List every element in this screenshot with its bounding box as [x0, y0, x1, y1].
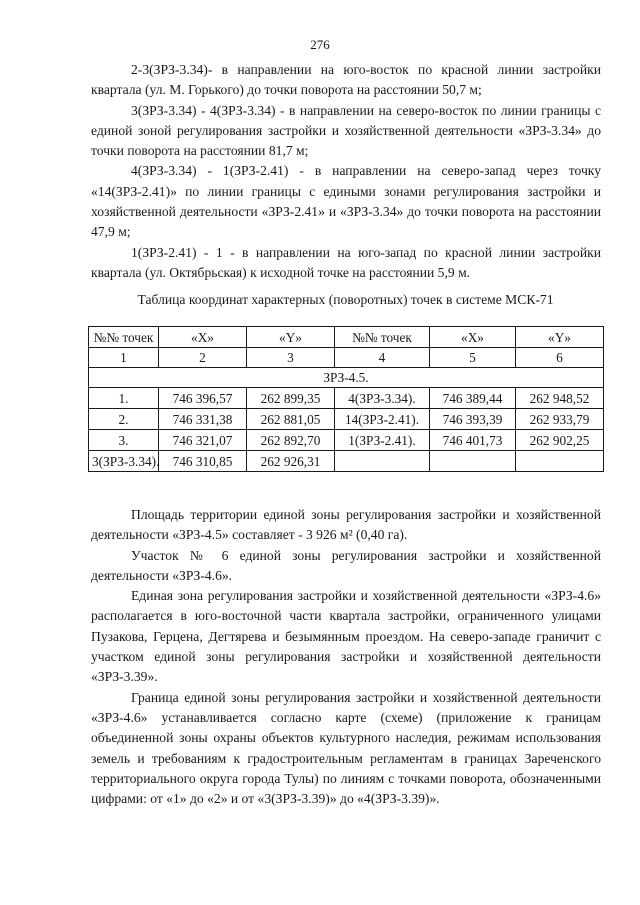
column-number: 4: [335, 348, 430, 368]
table-cell: 262 933,79: [516, 409, 604, 430]
paragraph: Площадь территории единой зоны регулирования застройки и хозяйственной деятельности «ЗРЗ-4.5» составляет - 3 926 м² (0,40 га).: [91, 507, 601, 543]
table-cell: 746 389,44: [430, 388, 516, 409]
table-cell: 262 902,25: [516, 430, 604, 451]
paragraph: Участок № 6 единой зоны регулирования застройки и хозяйственной деятельности «ЗРЗ-4.6».: [91, 547, 601, 583]
paragraph: Граница единой зоны регулирования застройки и хозяйственной деятельности «ЗРЗ-4.6» устанавливается согласно карте (схеме) (приложение к границам объединенной зоны охраны объектов культурного наследия, режимам использования земель и требованиям к градостроительным регламентам в границах Зареченского территориального округа города Тулы) по линиям с точками поворота, обозначенными цифрами: от «1» до «2» и от «3(ЗРЗ-3.39)» до «4(ЗРЗ-3.39)».: [91, 689, 601, 807]
column-number: 5: [430, 348, 516, 368]
boundary-description: [91, 60, 601, 283]
table-cell: 4(ЗРЗ-3.34).: [335, 388, 430, 409]
table-cell: 14(ЗРЗ-2.41).: [335, 409, 430, 430]
header-cell: «X»: [159, 327, 247, 348]
table-cell: 262 948,52: [516, 388, 604, 409]
table-row: [89, 451, 604, 472]
column-number: 3: [247, 348, 335, 368]
header-cell: «X»: [430, 327, 516, 348]
table-cell: 3(ЗРЗ-3.34).: [89, 451, 159, 472]
zone-row: [89, 368, 604, 388]
header-cell: №№ точек: [89, 327, 159, 348]
column-number: 2: [159, 348, 247, 368]
zone-label: ЗРЗ-4.5.: [89, 368, 604, 388]
table-cell: 262 881,05: [247, 409, 335, 430]
table-row: [89, 388, 604, 409]
table-cell: 262 892,70: [247, 430, 335, 451]
zone-description: [91, 505, 601, 809]
table-cell: 746 393,39: [430, 409, 516, 430]
column-number: 6: [516, 348, 604, 368]
table-cell: 746 310,85: [159, 451, 247, 472]
table-cell: [430, 451, 516, 472]
paragraph: Единая зона регулирования застройки и хозяйственной деятельности «ЗРЗ-4.6» располагается в юго-восточной части квартала застройки, ограниченного улицами Пузакова, Герцена, Дегтярева и безымянным проездом. На северо-западе граничит с участком единой зоны регулирования застройки и хозяйственной деятельности «ЗРЗ-3.39».: [91, 588, 601, 685]
table-cell: 3.: [89, 430, 159, 451]
header-cell: «Y»: [247, 327, 335, 348]
header-cell: «Y»: [516, 327, 604, 348]
table-row: [89, 430, 604, 451]
table-caption: Таблица координат характерных (поворотных) точек в системе МСК-71: [137, 292, 554, 307]
table-cell: 1.: [89, 388, 159, 409]
column-number-row: [89, 348, 604, 368]
page-number: 276: [310, 37, 330, 52]
table-cell: 746 396,57: [159, 388, 247, 409]
header-cell: №№ точек: [335, 327, 430, 348]
coordinates-table: [88, 326, 604, 472]
table-cell: 262 926,31: [247, 451, 335, 472]
table-cell: 262 899,35: [247, 388, 335, 409]
table-cell: 746 401,73: [430, 430, 516, 451]
paragraph: 2-3(ЗРЗ-3.34)- в направлении на юго-восток по красной линии застройки квартала (ул. М. Горького) до точки поворота на расстоянии 50,7 м;: [91, 62, 601, 98]
table-cell: [516, 451, 604, 472]
table-cell: 1(ЗРЗ-2.41).: [335, 430, 430, 451]
table-cell: 746 321,07: [159, 430, 247, 451]
table-cell: 2.: [89, 409, 159, 430]
table-header-row: [89, 327, 604, 348]
table-row: [89, 409, 604, 430]
paragraph: 1(ЗРЗ-2.41) - 1 - в направлении на юго-запад по красной линии застройки квартала (ул. Октябрьская) к исходной точке на расстоянии 5,9 м.: [91, 244, 601, 280]
paragraph: 4(ЗРЗ-3.34) - 1(ЗРЗ-2.41) - в направлении на северо-запад через точку «14(ЗРЗ-2.41)» по линии границы с едиными зонами регулирования застройки и хозяйственной деятельности «ЗРЗ-2.41» и «ЗРЗ-3.34» до точки поворота на расстоянии 47,9 м;: [91, 163, 601, 240]
table-cell: [335, 451, 430, 472]
paragraph: 3(ЗРЗ-3.34) - 4(ЗРЗ-3.34) - в направлении на северо-восток по линии границы с единой зоной регулирования застройки и хозяйственной деятельности «ЗРЗ-3.34» до точки поворота на расстоянии 81,7 м;: [91, 102, 601, 159]
column-number: 1: [89, 348, 159, 368]
table-cell: 746 331,38: [159, 409, 247, 430]
